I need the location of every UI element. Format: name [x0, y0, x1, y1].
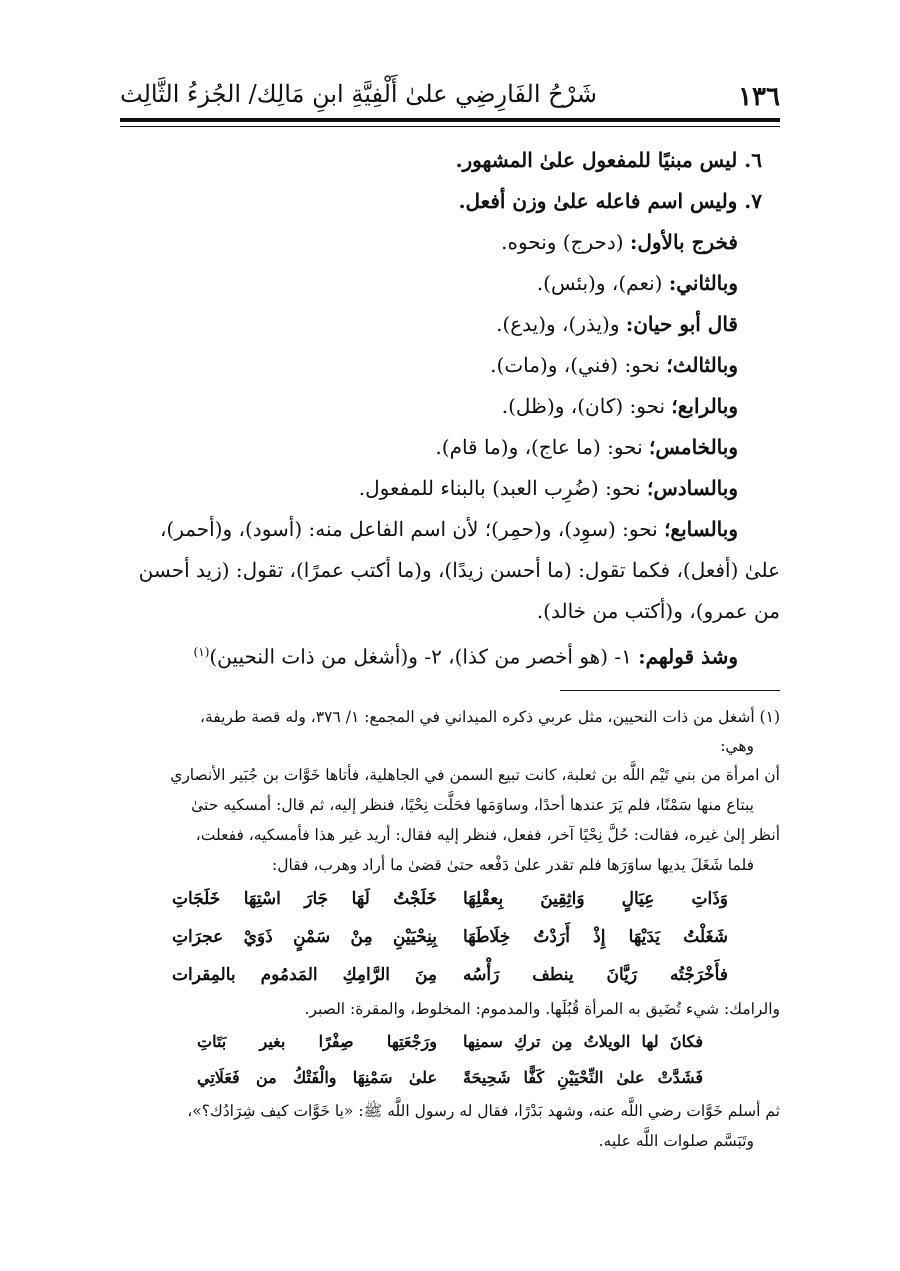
gloss-line: والرامك: شيء تُضَيق به المرأة قُبُلَها. والمدموم: المخلوط، والمقرة: الصبر.	[304, 1000, 780, 1018]
header-rule-thin	[120, 126, 780, 127]
footnote-line-5: أنظر إلىٰ غيره، فقالت: حُلَّ نِحْيًا آخر، ففعل، فنظر إليه فقال: أريد غير هذا فأمسكيه، ففعلت،	[195, 826, 780, 844]
condition-6	[120, 140, 780, 181]
verse-1-first-hemistich: وَذَاتِ عِيَالٍ وَاثِقِينَ بِعقْلِهَا	[463, 889, 728, 909]
verse-1-second-hemistich: خَلَجْتُ لَهَا جَارَ اسْتِهَا خَلَجَاتِ	[172, 889, 437, 909]
footnote-line-8: وتَبَسَّم صلوات اللَّه عليه.	[598, 1132, 754, 1150]
verse-2-first-hemistich: شَغَلْتُ يَدَيْهَا إِذْ أَرَدْتُ خِلَاطَهَا	[463, 927, 728, 947]
text-line-9	[120, 468, 780, 509]
line-text: نحو: (ما عاج)، و(ما قام).	[435, 435, 650, 459]
lead-word: وبالثاني:	[668, 271, 738, 295]
text-line-3	[120, 222, 780, 263]
text-line-6	[120, 345, 780, 386]
text-line-7	[120, 386, 780, 427]
header-rule-thick	[120, 118, 780, 122]
page-number: ١٣٦	[738, 82, 780, 112]
lead-word: وبالخامس؛	[649, 435, 738, 459]
footnote-marker[interactable]: (١)	[193, 645, 210, 659]
lead-word: وبالثالث؛	[666, 353, 738, 377]
verse-4-first-hemistich: فكانَ لها الويلاتُ مِن تركِ سمنِها	[463, 1032, 703, 1051]
footnote-line-2: وهي:	[720, 737, 754, 755]
condition-6-text: ٦. ليس مبنيًا للمفعول علىٰ المشهور.	[455, 148, 762, 172]
condition-7-text: ٧. وليس اسم فاعله علىٰ وزن أفعل.	[458, 189, 762, 213]
lead-word: وبالسادس؛	[646, 476, 738, 500]
line-text: ١- (هو أخصر من كذا)، ٢- و(أشغل من ذات النحيين)	[209, 644, 639, 669]
line-text: (نعم)، و(بئس).	[536, 271, 669, 295]
text-line-11: علىٰ (أفعل)، فكما تقول: (ما أحسن زيدًا)، و(ما أكتب عمرًا)، تقول: (زيد أحسن	[138, 558, 780, 582]
verse-2-second-hemistich: بِنِحْيَيْنِ مِنْ سَمْنٍ ذَوَيْ عجرَاتِ	[172, 927, 437, 947]
verse-2	[120, 918, 780, 956]
text-line-4	[120, 263, 780, 304]
text-line-10	[120, 509, 780, 550]
line-text: نحو: (كان)، و(ظل).	[501, 394, 672, 418]
text-line-12: من عمرو)، و(أكتب من خالد).	[536, 599, 780, 623]
main-text	[120, 140, 780, 673]
footnote-separator	[560, 690, 780, 691]
footnote-line-1: (١) أشغل من ذات النحيين، مثل عربي ذكره الميداني في المجمع: ١/ ٣٧٦، وله قصة طريفة،	[199, 708, 780, 726]
verse-5	[120, 1060, 780, 1096]
verse-4-second-hemistich: ورَجْعَتِها صِفْرًا بغير بَتَاتِ	[197, 1032, 437, 1051]
verse-4	[120, 1024, 780, 1060]
verse-3	[120, 956, 780, 994]
text-line-13	[120, 632, 780, 673]
text-line-5	[120, 304, 780, 345]
footnotes	[120, 702, 780, 1156]
verse-5-second-hemistich: علىٰ سَمْنِهَا والْفَتْكُ من فَعَلَاتِي	[197, 1068, 437, 1087]
footnote-line-7: ثم أسلم خَوَّات رضي اللَّه عنه، وشهد بَدْرًا، فقال له رسول اللَّه ﷺ: «يا خَوَّات كيف شِرَادُك؟»،	[187, 1102, 780, 1120]
line-text: نحو: (ضُرِب العبد) بالبناء للمفعول.	[358, 476, 647, 500]
line-text: نحو: (سوِد)، و(حمِر)؛ لأن اسم الفاعل منه: (أسود)، و(أحمر)،	[159, 517, 665, 541]
footnote-line-3: أن امرأة من بني تَيْم اللَّه بن ثعلبة، كانت تبيع السمن في الجاهلية، فأتاها خَوَّات بن جُبَير الأنصاري	[170, 766, 780, 784]
lead-word: قال أبو حيان:	[625, 312, 738, 336]
line-text: و(يذر)، و(يدع).	[496, 312, 626, 336]
verse-3-second-hemistich: مِنَ الرَّامِكِ المَدمُوم بالمِقرات	[172, 965, 437, 985]
lead-word: وشذ قولهم:	[638, 644, 738, 669]
lead-word: فخرج بالأول:	[629, 230, 738, 254]
lead-word: وبالرابع؛	[671, 394, 738, 418]
text-line-8	[120, 427, 780, 468]
footnote-line-6: فلما شَغَلَ يديها ساوَرَها فلم تقدر علىٰ دَفْعه حتىٰ قضىٰ ما أراد وهرب، فقال:	[272, 856, 754, 874]
verse-1	[120, 880, 780, 918]
running-title: شَرْحُ الفَارِضِي علىٰ أَلْفِيَّةِ ابنِ مَالِك/ الجُزءُ الثَّالِث	[120, 80, 597, 108]
verse-5-first-hemistich: فَشَدَّتْ علىٰ النِّحْيَيْنِ كَفًّا شَحِيحَةً	[463, 1068, 703, 1087]
line-text: (دحرج) ونحوه.	[501, 230, 630, 254]
condition-7	[120, 181, 780, 222]
lead-word: وبالسابع؛	[664, 517, 738, 541]
page-header	[120, 70, 780, 120]
line-text: نحو: (فني)، و(مات).	[490, 353, 667, 377]
footnote-line-4: يبتاع منها سَمْنًا، فلم يَرَ عندها أحدًا، وساوَمَها فحَلَّت نِحْيًا، فنظر إليه، ثم قال: أمسكيه حتىٰ	[191, 796, 754, 814]
verse-3-first-hemistich: فأَخْرَجْتُه رَيَّانَ ينطف رَأْسُه	[463, 965, 728, 985]
